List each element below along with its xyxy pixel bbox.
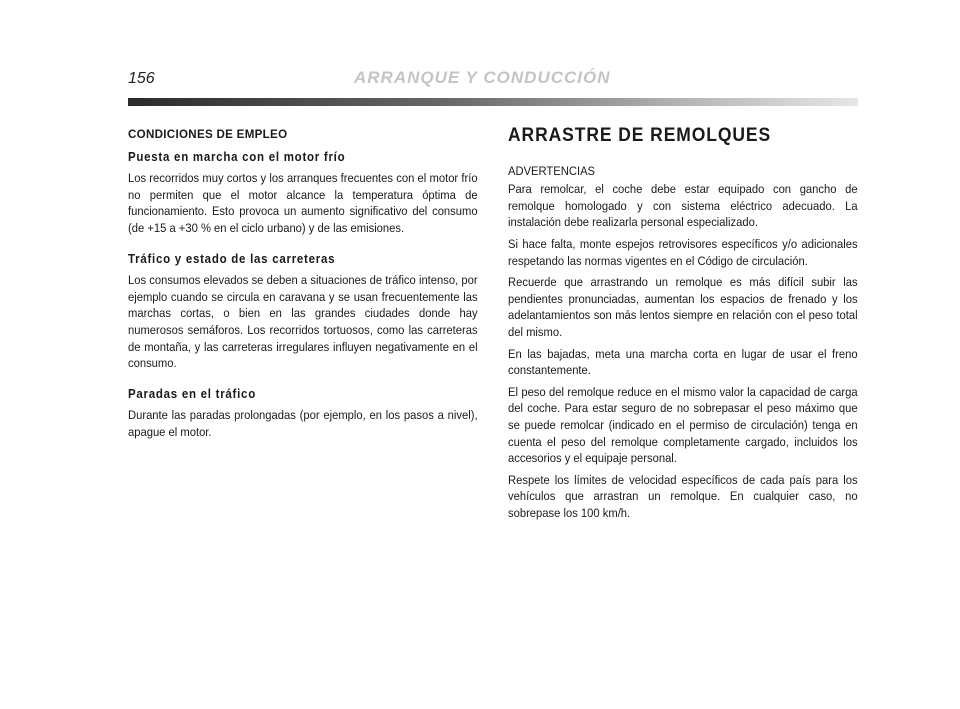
left-column	[128, 126, 478, 455]
warnings-label: ADVERTENCIAS	[508, 163, 596, 178]
paragraph-trailer: Para remolcar, el coche debe estar equipado con gancho de remolque homologado y con sistema eléctrico adecuado. La instalación debe realizarla personal especializado.	[508, 182, 858, 230]
paragraph-trailer: El peso del remolque reduce en el mismo valor la capacidad de carga del coche. Para estar seguro de no sobrepasar el peso máximo que se puede remolcar (indicado en el permiso de circulación) tenga en cuenta el peso del remolque completamente cargado, incluidos los accesorios y el equipaje personal.	[508, 384, 858, 466]
header-divider	[128, 98, 858, 106]
subheading-stops: Paradas en el tráfico	[128, 386, 256, 401]
paragraph-trailer: Recuerde que arrastrando un remolque es más difícil subir las pendientes pronunciadas, aumentan los espacios de frenado y los adelantamientos son más lentos siempre en relación con el peso total del mismo.	[508, 275, 858, 339]
paragraph-trailer: Si hace falta, monte espejos retrovisores específicos y/o adicionales respetando las normas vigentes en el Código de circulación.	[508, 236, 858, 268]
page-number: 156	[128, 70, 155, 87]
page-header	[128, 70, 858, 110]
section-title: ARRANQUE Y CONDUCCIÓN	[354, 68, 611, 87]
paragraph-trailer: En las bajadas, meta una marcha corta en lugar de usar el freno constantemente.	[508, 346, 858, 378]
paragraph-trailer: Respete los límites de velocidad específicos de cada país para los vehículos que arrastran un remolque. En cualquier caso, no sobrepase los 100 km/h.	[508, 472, 858, 520]
right-column	[508, 126, 858, 526]
subheading-traffic: Tráfico y estado de las carreteras	[128, 251, 336, 266]
heading-trailer-towing: ARRASTRE DE REMOLQUES	[508, 125, 772, 146]
paragraph-cold-start: Los recorridos muy cortos y los arranques frecuentes con el motor frío no permiten que el motor alcance la temperatura óptima de funcionamiento. Esto provoca un aumento significativo del consumo (de +15 a +30 % en el ciclo urbano) y de las emisiones.	[128, 171, 478, 235]
subheading-cold-start: Puesta en marcha con el motor frío	[128, 149, 346, 164]
paragraph-stops: Durante las paradas prolongadas (por ejemplo, en los pasos a nivel), apague el motor.	[128, 408, 478, 439]
paragraph-traffic: Los consumos elevados se deben a situaciones de tráfico intenso, por ejemplo cuando se circula en caravana y se usan frecuentemente las marchas cortas, o bien en las grandes ciudades donde hay numerosos semáforos. Los recorridos tortuosos, como las carreteras de montaña, y las carreteras irregulares influyen negativamente en el consumo.	[128, 273, 478, 371]
heading-conditions: CONDICIONES DE EMPLEO	[128, 127, 288, 141]
